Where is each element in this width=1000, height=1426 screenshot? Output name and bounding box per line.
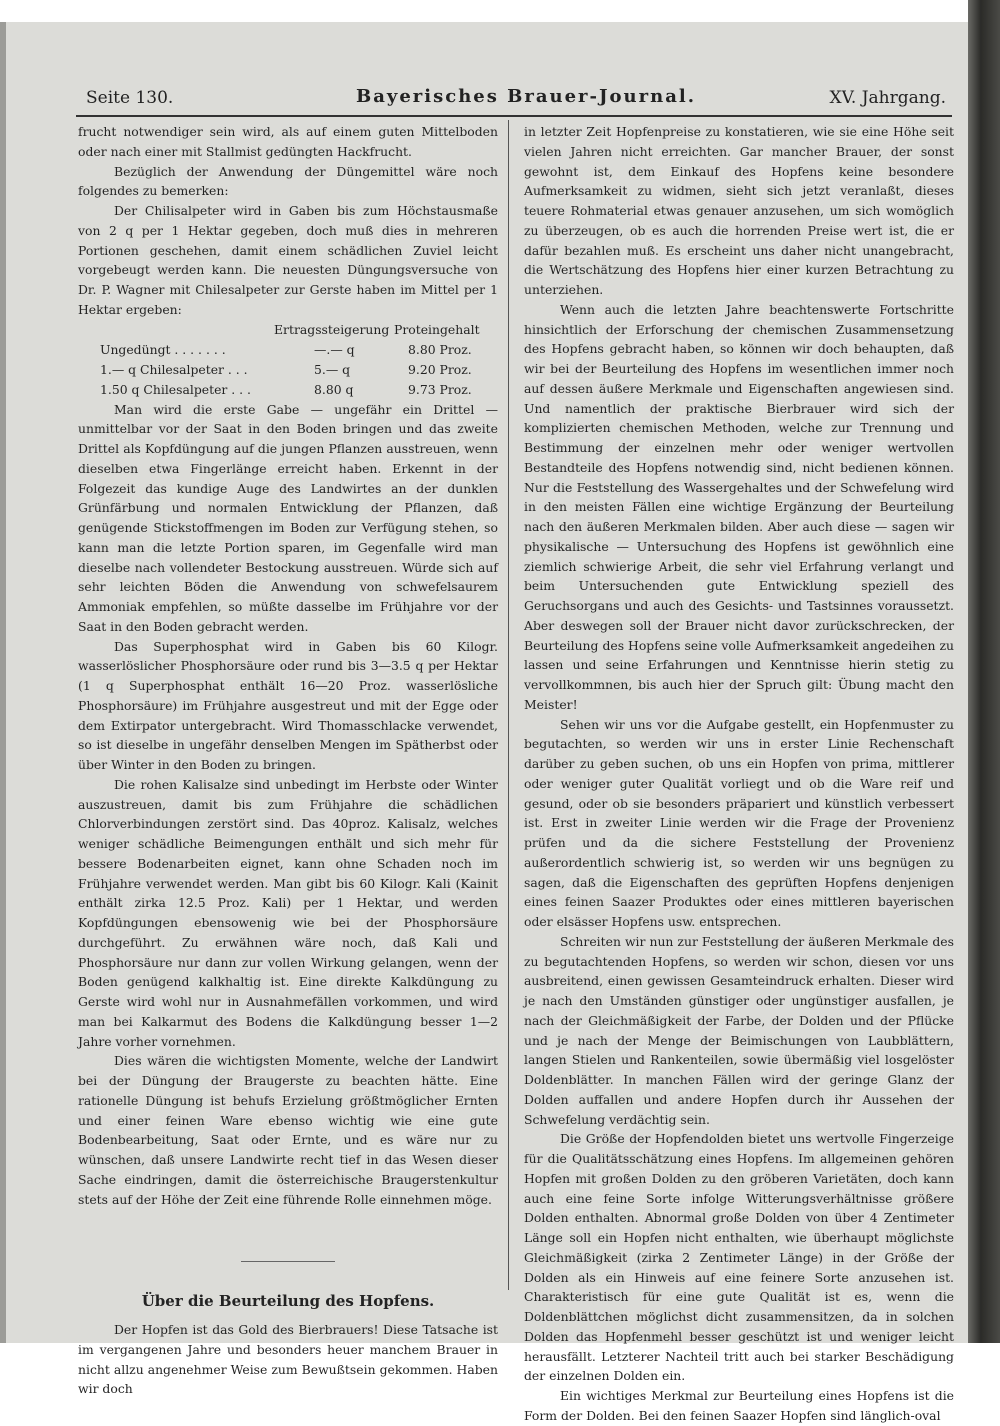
paragraph: frucht notwendiger sein wird, als auf einem guten Mittelboden oder nach einer mit Stallmist gedüngten Hackfrucht. xyxy=(78,124,498,159)
paragraph: Das Superphosphat wird in Gaben bis 60 Kilogr. wasserlöslicher Phosphorsäure oder rund bis 3—3.5 q per Hektar (1 q Superphosphat enthält 16—20 Proz. wasserlösliche Phosphorsäure) im Frühjahre ausgestreut und mit der Egge oder dem Extirpator untergebracht. Wird Thomasschlacke verwendet, so ist dieselbe in ungefähr denselben Mengen im Spätherbst oder über Winter in den Boden zu bringen. xyxy=(78,638,498,772)
paragraph: Die rohen Kalisalze sind unbedingt im Herbste oder Winter auszustreuen, damit bis zum Frühjahre die schädlichen Chlorverbindungen zerstört sind. Das 40proz. Kalisalz, welches weniger schädliche Beimengungen enthält und sich mehr für bessere Bodenarbeiten eignet, kann ohne Schaden noch im Frühjahre verwendet werden. Man gibt bis 60 Kilogr. Kali (Kainit enthält zirka 12.5 Proz. Kali) per 1 Hektar, und werden Kopfdüngungen ebensowenig wie bei der Phosphorsäure durchgeführt. Zu erwähnen wäre noch, daß Kali und Phosphorsäure nur dann zur vollen Wirkung gelangen, wenn der Boden genügend kalkhaltig ist. Eine direkte Kalkdüngung zu Gerste wird wohl nur in Ausnahmefällen vorkommen, und wird man bei Kalkarmut des Bodens die Kalkdüngung besser 1—2 Jahre vorher vornehmen. xyxy=(78,776,498,1049)
table-row-label: Ungedüngt . . . . . . . xyxy=(100,341,226,357)
table-row-label: 1.50 q Chilesalpeter . . . xyxy=(100,381,251,397)
table-header-ertrag: Ertragssteigerung xyxy=(274,321,390,337)
table-cell-ertrag: 8.80 q xyxy=(314,381,354,397)
paragraph: Wenn auch die letzten Jahre beachtenswerte Fortschritte hinsichtlich der Erforschung der chemischen Zusammensetzung des Hopfens gebracht haben, so können wir doch behaupten, daß wir bei der Beurteilung des Hopfens im wesentlichen immer noch auf dessen äußere Merkmale und Eigenschaften angewiesen sind. Und namentlich der praktische Bierbrauer wird sich der komplizierten chemischen Methoden, welche zur Trennung und Bestimmung der einzelnen mehr oder weniger wertvollen Bestandteile des Hopfens notwendig sind, nicht bedienen können. Nur die Feststellung des Wassergehaltes und der Schwefelung wird in den meisten Fällen eine wichtige Ergänzung der Beurteilung nach den äußeren Merkmalen bilden. Aber auch diese — sagen wir physikalische — Untersuchung des Hopfens ist gewöhnlich eine ziemlich schwierige Arbeit, die sehr viel Erfahrung verlangt und beim Untersuchenden gute Entwicklung speziell des Geruchsorgans und auch des Gesichts- und Tastsinnes voraussetzt. Aber deswegen soll der Brauer nicht davor zurückschrecken, der Beurteilung des Hopfens seine volle Aufmerksamkeit angedeihen zu lassen und seine Erfahrungen und Kenntnisse hierin stetig zu vervollkommnen, bis auch hier der Spruch gilt: Übung macht den Meister! xyxy=(524,301,954,712)
paragraph: Der Chilisalpeter wird in Gaben bis zum Höchstausmaße von 2 q per 1 Hektar gegeben, doch muß dies in mehreren Portionen geschehen, damit einem schädlichen Zuviel leicht vorgebeugt werden kann. Die neuesten Düngungsversuche von Dr. P. Wagner mit Chilesalpeter zur Gerste haben im Mittel per 1 Hektar ergeben: xyxy=(78,203,498,317)
table-row-label: 1.— q Chilesalpeter . . . xyxy=(100,361,248,377)
journal-title: Bayerisches Brauer-Journal. xyxy=(356,86,696,107)
page-number: Seite 130. xyxy=(86,88,174,108)
left-column xyxy=(78,122,498,1399)
paragraph: Ein wichtiges Merkmal zur Beurteilung eines Hopfens ist die Form der Dolden. Bei den feinen Saazer Hopfen sind länglich-oval xyxy=(524,1388,954,1423)
table-header-protein: Proteingehalt xyxy=(394,321,480,337)
section-separator xyxy=(241,1261,335,1262)
table-cell-protein: 9.73 Proz. xyxy=(408,381,472,397)
paragraph: in letzter Zeit Hopfenpreise zu konstatieren, wie sie eine Höhe seit vielen Jahren nicht erreichten. Gar mancher Brauer, der sonst gewohnt ist, dem Einkauf des Hopfens keine besondere Aufmerksamkeit zu widmen, sieht sich jetzt veranlaßt, dieses teuere Rohmaterial etwas genauer anzusehen, um sich womöglich zu überzeugen, ob es auch die horrenden Preise wert ist, die er dafür bezahlen muß. Es erscheint uns daher nicht unangebracht, die Wertschätzung des Hopfens hier einer kurzen Betrachtung zu unterziehen. xyxy=(524,124,954,297)
scan-binding-shadow xyxy=(968,0,1000,1343)
paragraph: Dies wären die wichtigsten Momente, welche der Landwirt bei der Düngung der Braugerste zu beachten hätte. Eine rationelle Düngung ist behufs Erzielung größtmöglicher Ernten und einer feinen Ware ebenso wichtig wie eine gute Bodenbearbeitung, Saat oder Ernte, und es wäre nur zu wünschen, daß unsere Landwirte recht tief in das Wesen dieser Sache eindringen, damit die österreichische Braugerstenkultur stets auf der Höhe der Zeit eine führende Rolle einnehmen möge. xyxy=(78,1053,498,1207)
paragraph: Man wird die erste Gabe — ungefähr ein Drittel — unmittelbar vor der Saat in den Boden bringen und das zweite Drittel als Kopfdüngung auf die jungen Pflanzen ausstreuen, wenn dieselben etwa Fingerlänge erreicht haben. Erkennt in der Folgezeit das kundige Auge des Landwirtes an der dunklen Grünfärbung und normalen Entwicklung der Pflanzen, daß genügende Stickstoffmengen im Boden zur Verfügung stehen, so kann man die letzte Portion sparen, im Gegenfalle wird man dieselbe nach vollendeter Bestockung ausstreuen. Würde sich auf sehr leichten Böden die Anwendung von schwefelsaurem Ammoniak empfehlen, so müßte dasselbe im Frühjahre vor der Saat in den Boden gebracht werden. xyxy=(78,401,498,634)
page-edge-shadow xyxy=(0,22,6,1343)
paragraph: Bezüglich der Anwendung der Düngemittel wäre noch folgendes zu bemerken: xyxy=(78,163,498,199)
column-divider xyxy=(508,120,509,1290)
table-cell-ertrag: —.— q xyxy=(314,341,355,357)
table-cell-ertrag: 5.— q xyxy=(314,361,351,377)
fertilizer-table xyxy=(78,320,498,400)
volume-label: XV. Jahrgang. xyxy=(829,88,946,108)
paragraph: Der Hopfen ist das Gold des Bierbrauers! Diese Tatsache ist im vergangenen Jahre und besonders heuer manchem Brauer in nicht allzu angenehmer Weise zum Bewußtsein gekommen. Haben wir doch xyxy=(78,1322,498,1397)
paragraph: Die Größe der Hopfendolden bietet uns wertvolle Fingerzeige für die Qualitätsschätzung eines Hopfens. Im allgemeinen gehören Hopfen mit großen Dolden zu den gröberen Varietäten, doch kann auch eine feine Sorte infolge Witterungsverhältnisse größere Dolden enthalten. Abnormal große Dolden von über 4 Zentimeter Länge soll ein Hopfen nicht enthalten, wie überhaupt möglichste Gleichmäßigkeit (zirka 2 Zentimeter Länge) in der Größe der Dolden als ein Hinweis auf eine feinere Sorte anzusehen ist. Charakteristisch für eine gute Qualität ist es, wenn die Doldenblättchen möglichst dicht zusammensitzen, da in solchen Dolden das Hopfenmehl besser geschützt ist und weniger leicht herausfällt. Letzterer Nachteil tritt auch bei starker Beschädigung der einzelnen Dolden ein. xyxy=(524,1131,954,1384)
table-cell-protein: 9.20 Proz. xyxy=(408,361,472,377)
header-rule xyxy=(76,115,952,117)
section-title: Über die Beurteilung des Hopfens. xyxy=(141,1292,435,1311)
right-column xyxy=(524,122,954,1426)
paragraph: Schreiten wir nun zur Feststellung der äußeren Merkmale des zu begutachtenden Hopfens, so werden wir schon, diesen vor uns ausbreitend, einen gewissen Gesamteindruck erhalten. Dieser wird je nach den Umständen günstiger oder ungünstiger ausfallen, je nach der Gleichmäßigkeit der Farbe, der Dolden und der Pflücke und je nach der Menge der Beimischungen von Laubblättern, langen Stielen und Rankenteilen, sowie übermäßig viel losgelöster Doldenblätter. In manchen Fällen wird der geringe Glanz der Dolden auffallen und andere Hopfen durch ihr Aussehen der Schwefelung verdächtig sein. xyxy=(524,933,954,1127)
table-cell-protein: 8.80 Proz. xyxy=(408,341,472,357)
paragraph: Sehen wir uns vor die Aufgabe gestellt, ein Hopfenmuster zu begutachten, so werden wir uns in erster Linie Rechenschaft darüber zu geben suchen, ob uns ein Hopfen von prima, mittlerer oder weniger guter Qualität vorliegt und ob die Ware reif und gesund, oder ob sie besonders präpariert und künstlich verbessert ist. Erst in zweiter Linie werden wir die Frage der Provenienz prüfen und da die sichere Feststellung der Provenienz außerordentlich schwierig ist, so werden wir uns begnügen zu sagen, daß die Eigenschaften des geprüften Hopfens denjenigen eines feinen Saazer Produktes oder eines mittleren bayerischen oder elsässer Hopfens usw. entsprechen. xyxy=(524,716,954,929)
page-header xyxy=(86,82,946,112)
